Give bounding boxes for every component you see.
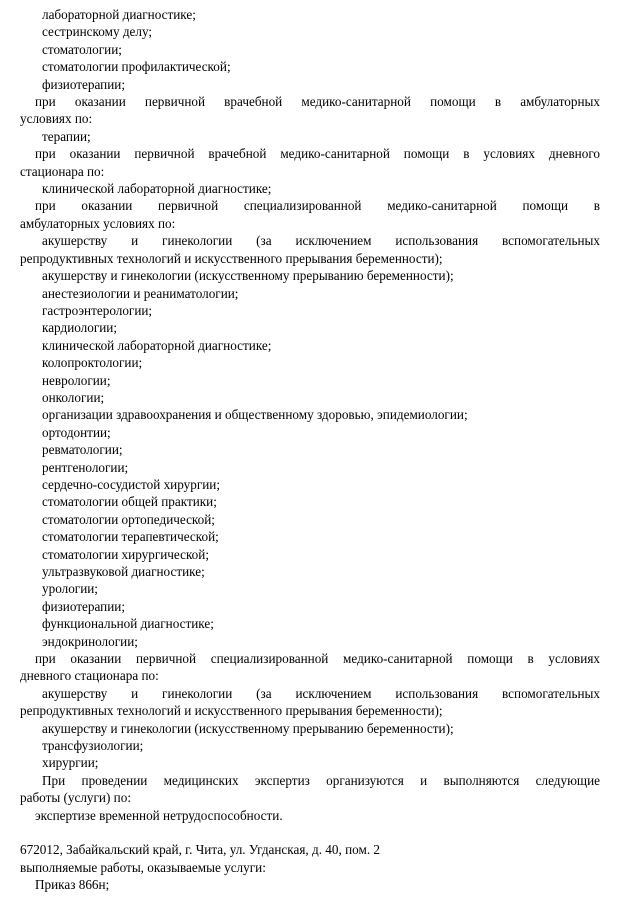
text-line: кардиологии; <box>42 320 118 336</box>
text-line: стоматологии терапевтической; <box>42 529 219 545</box>
text-line: рентгенологии; <box>42 459 129 475</box>
text-line: сердечно-сосудистой хирургии; <box>42 476 221 492</box>
text-line: функциональной диагностике; <box>42 616 214 632</box>
text-line: трансфузиологии; <box>42 738 144 754</box>
text-line: неврологии; <box>42 372 111 388</box>
text-line: эндокринологии; <box>42 633 138 649</box>
text-line: ультразвуковой диагностике; <box>42 564 205 579</box>
text-line: работы (услуги) по: <box>20 790 131 806</box>
text-line: ортодонтии; <box>42 424 111 440</box>
text-line: гастроэнтерологии; <box>42 302 153 318</box>
text-line: При проведении медицинских экспертиз организуются и выполняются следующие <box>42 772 600 788</box>
address-line: 672012, Забайкальский край, г. Чита, ул. Угданская, д. 40, пом. 2 <box>20 842 381 858</box>
text-line: клинической лабораторной диагностике; <box>42 337 272 353</box>
text-line: репродуктивных технологий и искусственного прерывания беременности); <box>20 703 443 719</box>
text-line: стоматологии; <box>42 41 122 57</box>
text-line: при оказании первичной врачебной медико-санитарной помощи в амбулаторных <box>35 94 600 110</box>
text-line: условиях по: <box>20 111 93 127</box>
text-line: выполняемые работы, оказываемые услуги: <box>20 859 266 875</box>
text-line: акушерству и гинекологии (искусственному прерыванию беременности); <box>42 268 454 284</box>
text-line: онкологии; <box>42 389 105 405</box>
text-line: стоматологии ортопедической; <box>42 511 215 527</box>
text-line: при оказании первичной специализированной медико-санитарной помощи в <box>35 198 600 214</box>
text-line: акушерству и гинекологии (искусственному прерыванию беременности); <box>42 720 454 736</box>
text-line: анестезиологии и реаниматологии; <box>42 285 239 301</box>
text-line: экспертизе временной нетрудоспособности. <box>35 807 283 823</box>
text-line: стационара по: <box>20 163 105 179</box>
text-line: организации здравоохранения и общественному здоровью, эпидемиологии; <box>42 407 468 423</box>
text-line: репродуктивных технологий и искусственного прерывания беременности); <box>20 250 443 266</box>
text-line: стоматологии профилактической; <box>42 59 231 75</box>
text-line: стоматологии хирургической; <box>42 546 209 562</box>
document-body <box>20 6 600 894</box>
text-line: при оказании первичной врачебной медико-санитарной помощи в условиях дневного <box>35 146 600 162</box>
text-line: лабораторной диагностике; <box>42 7 196 22</box>
text-line: при оказании первичной специализированной медико-санитарной помощи в условиях <box>35 651 600 667</box>
text-line: клинической лабораторной диагностике; <box>42 181 272 197</box>
text-line: амбулаторных условиях по: <box>20 215 176 231</box>
text-line: физиотерапии; <box>42 76 126 92</box>
text-line: сестринскому делу; <box>42 24 153 40</box>
text-line: Приказ 866н; <box>35 877 110 893</box>
text-line: хирургии; <box>42 755 99 771</box>
text-line: дневного стационара по: <box>20 668 159 684</box>
text-line: урологии; <box>42 581 98 597</box>
text-line: ревматологии; <box>42 442 123 458</box>
blank-line <box>20 824 600 841</box>
text-line: терапии; <box>42 128 91 144</box>
text-line: стоматологии общей практики; <box>42 494 217 510</box>
text-line: акушерству и гинекологии (за исключением использования вспомогательных <box>42 233 600 249</box>
text-line: физиотерапии; <box>42 598 126 614</box>
text-line: акушерству и гинекологии (за исключением использования вспомогательных <box>42 685 600 701</box>
text-line: колопроктологии; <box>42 355 143 371</box>
